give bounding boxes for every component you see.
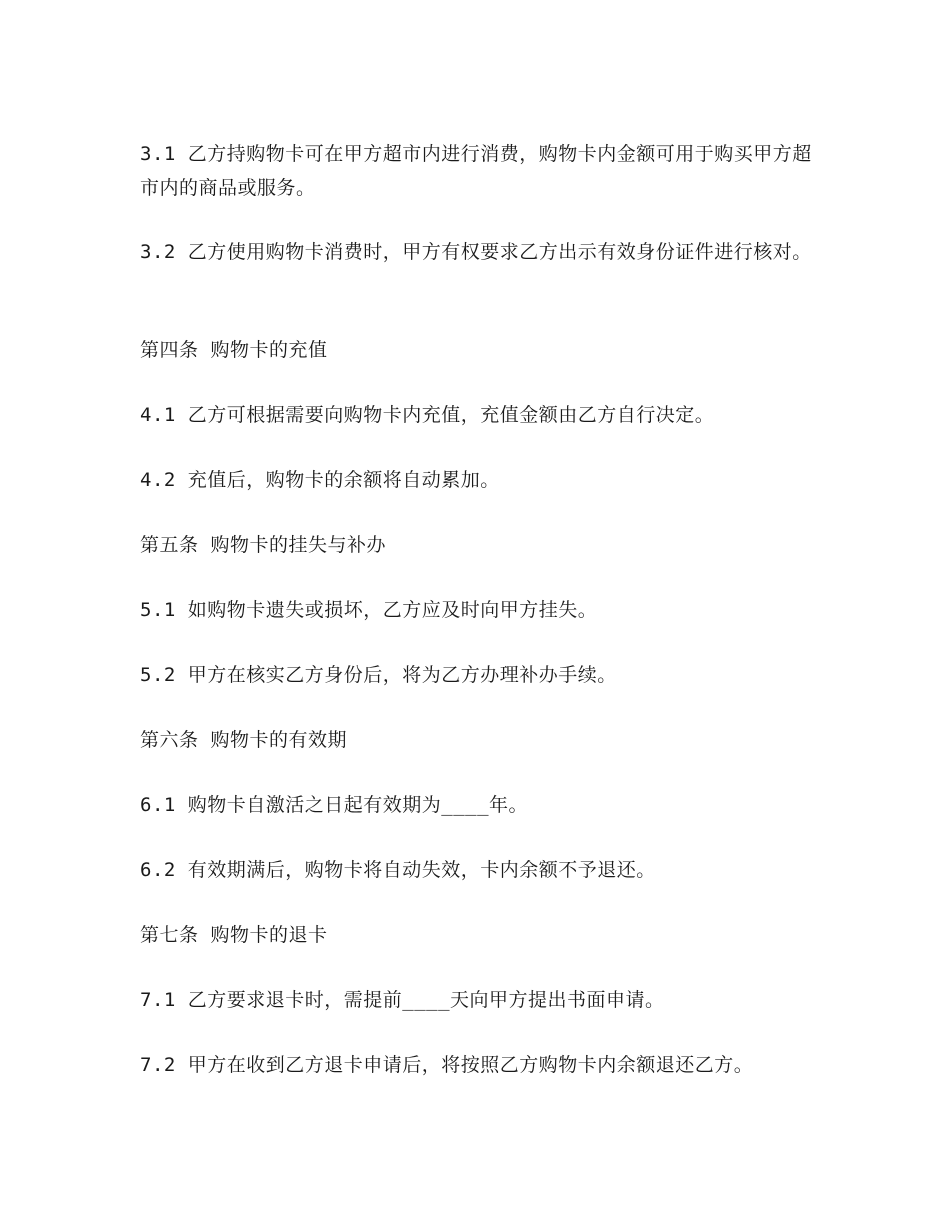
article-4-heading: 第四条 购物卡的充值	[140, 339, 328, 361]
clause-6-2: 6.2 有效期满后，购物卡将自动失效，卡内余额不予退还。	[140, 859, 656, 881]
clause-7-2: 7.2 甲方在收到乙方退卡申请后，将按照乙方购物卡内余额退还乙方。	[140, 1054, 754, 1076]
article-7-heading: 第七条 购物卡的退卡	[140, 924, 328, 946]
clause-3-1: 3.1 乙方持购物卡可在甲方超市内进行消费，购物卡内金额可用于购买甲方超市内的商品或服务。	[140, 143, 812, 199]
clause-4-1: 4.1 乙方可根据需要向购物卡内充值，充值金额由乙方自行决定。	[140, 404, 715, 426]
clause-5-2: 5.2 甲方在核实乙方身份后，将为乙方办理补办手续。	[140, 664, 617, 686]
clause-6-1: 6.1 购物卡自激活之日起有效期为____年。	[140, 794, 529, 816]
article-5-heading: 第五条 购物卡的挂失与补办	[140, 534, 386, 556]
clause-3-2: 3.2 乙方使用购物卡消费时，甲方有权要求乙方出示有效身份证件进行核对。	[140, 241, 812, 263]
clause-5-1: 5.1 如购物卡遗失或损坏，乙方应及时向甲方挂失。	[140, 599, 598, 621]
article-6-heading: 第六条 购物卡的有效期	[140, 729, 347, 751]
clause-7-1: 7.1 乙方要求退卡时，需提前____天向甲方提出书面申请。	[140, 989, 665, 1011]
clause-4-2: 4.2 充值后，购物卡的余额将自动累加。	[140, 469, 500, 491]
